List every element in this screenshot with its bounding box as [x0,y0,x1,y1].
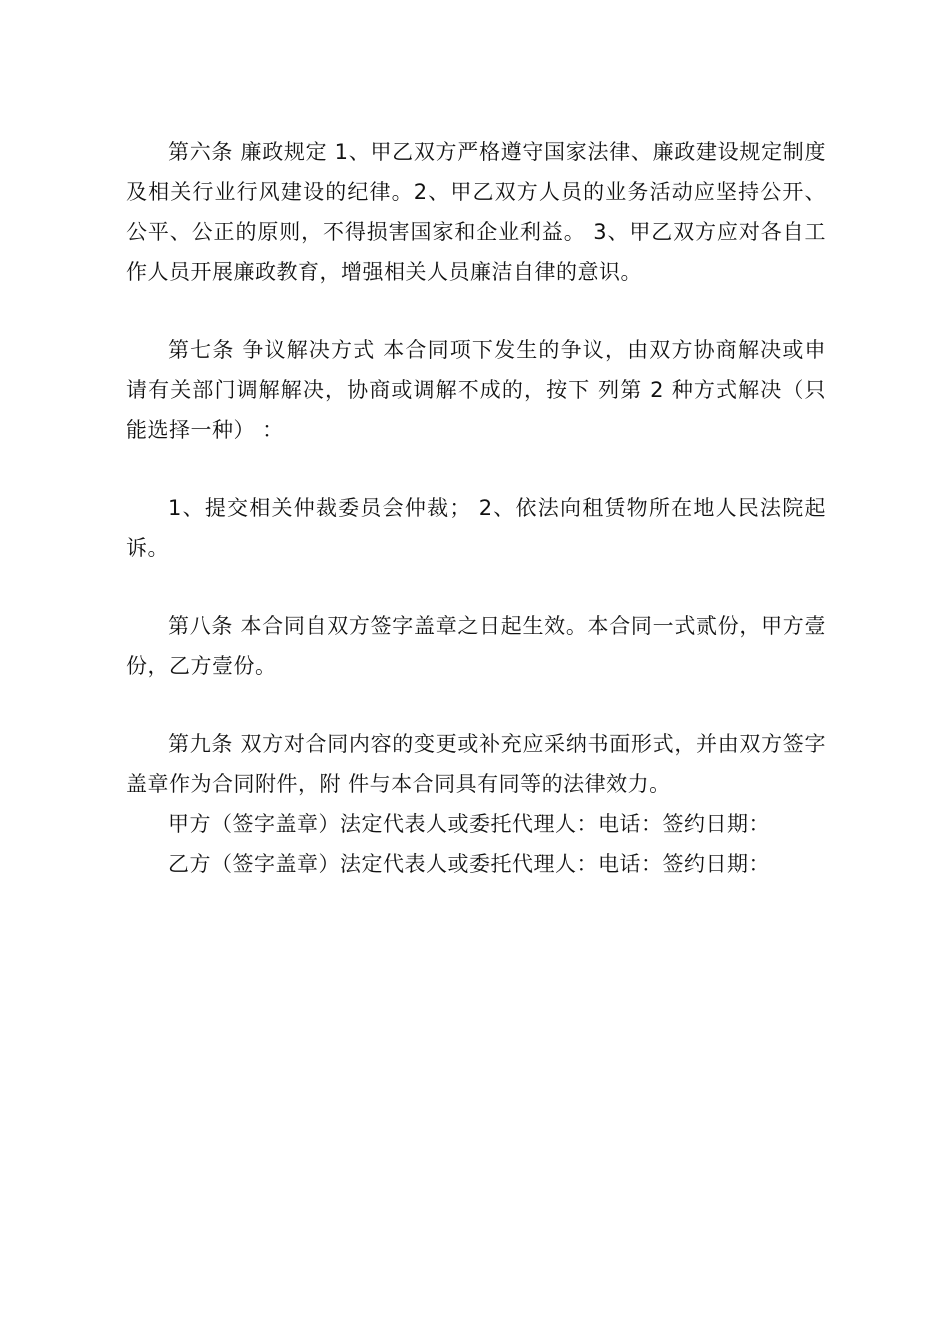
party-a-date-label: 签约日期： [662,812,770,836]
party-b-phone-label: 电话： [598,852,663,876]
party-b-label: 乙方（签字盖章） [168,852,340,876]
article-7-options-paragraph: 1、提交相关仲裁委员会仲裁； 2、依法向租赁物所在地人民法院起诉。 [126,496,826,560]
article-8-paragraph: 第八条 本合同自双方签字盖章之日起生效。本合同一式贰份，甲方壹份，乙方壹份。 [126,614,826,678]
article-7-paragraph: 第七条 争议解决方式 本合同项下发生的争议，由双方协商解决或申请有关部门调解解决，协商或调解不成的，按下 列第 2 种方式解决（只能选择一种） ： [126,338,826,442]
article-9-paragraph: 第九条 双方对合同内容的变更或补充应采纳书面形式，并由双方签字盖章作为合同附件，附 件与本合同具有同等的法律效力。 [126,732,826,796]
party-a-signature-line [126,804,826,844]
article-6-paragraph: 第六条 廉政规定 1、甲乙双方严格遵守国家法律、廉政建设规定制度及相关行业行风建设的纪律。2、甲乙双方人员的业务活动应坚持公开、公平、公正的原则，不得损害国家和企业利益。 3、甲乙双方应对各自工作人员开展廉政教育，增强相关人员廉洁自律的意识。 [126,140,826,284]
party-a-phone-label: 电话： [598,812,663,836]
party-a-label: 甲方（签字盖章） [168,812,340,836]
party-b-signature-line [126,844,826,884]
party-a-representative-label: 法定代表人或委托代理人： [340,812,598,836]
party-b-representative-label: 法定代表人或委托代理人： [340,852,598,876]
document-body [126,132,826,884]
party-b-date-label: 签约日期： [662,852,770,876]
